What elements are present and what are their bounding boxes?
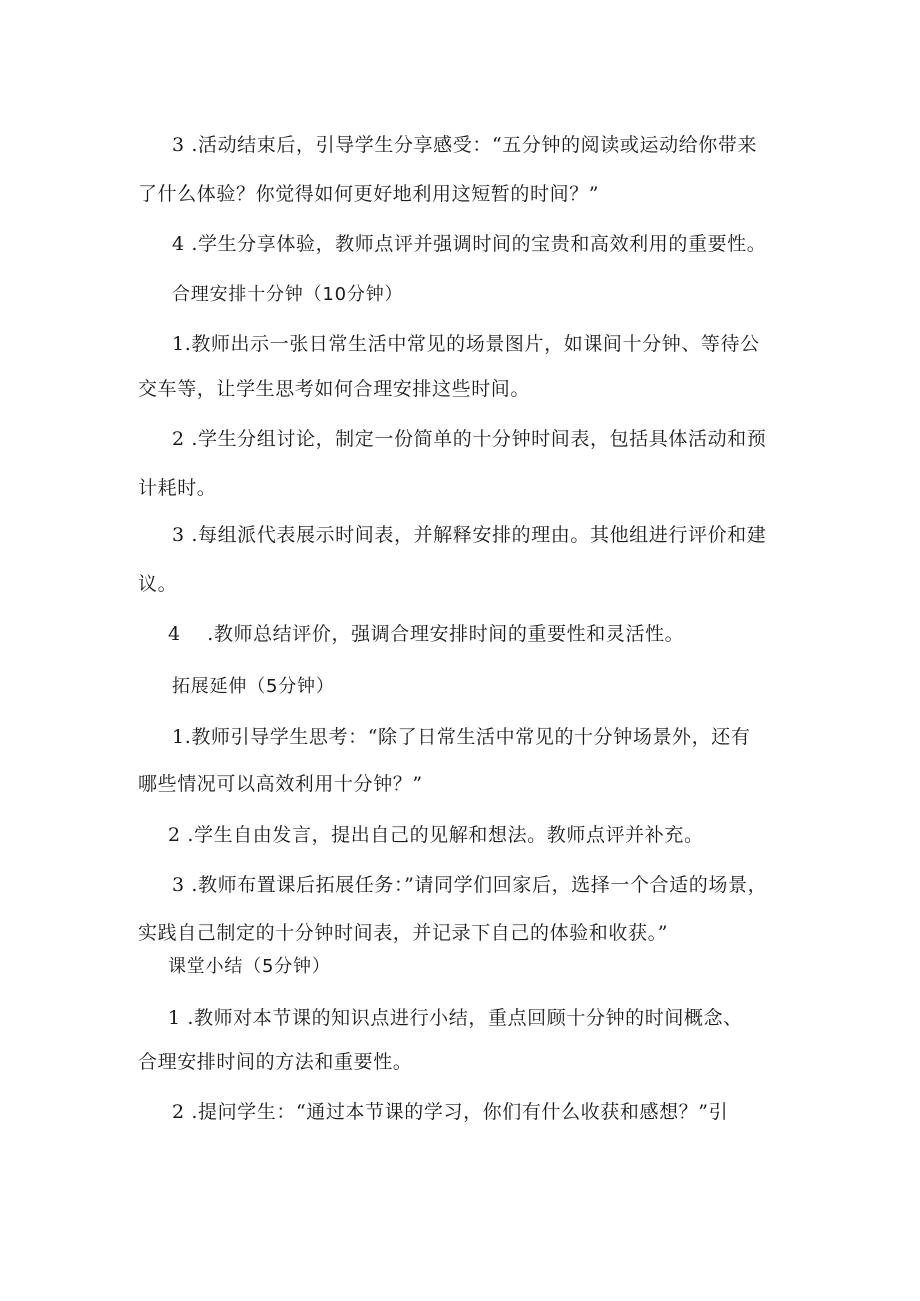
paragraph-line: 1 .教师对本节课的知识点进行小结，重点回顾十分钟的时间概念、 [168,1007,743,1029]
section-heading: 合理安排十分钟（10分钟） [172,284,404,305]
paragraph-line: 实践自己制定的十分钟时间表，并记录下自己的体验和收获。” [138,922,669,944]
paragraph-line: 计耗时。 [138,477,217,499]
paragraph-line: 3 .活动结束后，引导学生分享感受：“五分钟的阅读或运动给你带来 [172,134,758,156]
paragraph-line: 1.教师出示一张日常生活中常见的场景图片，如课间十分钟、等待公 [172,333,760,355]
paragraph-line: 1.教师引导学生思考：“除了日常生活中常见的十分钟场景外，还有 [172,726,751,748]
paragraph-line: 合理安排时间的方法和重要性。 [138,1051,413,1073]
paragraph-line: 了什么体验？你觉得如何更好地利用这短暂的时间？” [138,183,600,205]
paragraph-line: 3 .教师布置课后拓展任务：”请同学们回家后，选择一个合适的场景， [172,874,768,896]
paragraph-line: 2 .学生自由发言，提出自己的见解和想法。教师点评并补充。 [168,824,704,846]
paragraph-line: 议。 [138,573,178,595]
paragraph-line: 4 .教师总结评价，强调合理安排时间的重要性和灵活性。 [168,623,685,645]
section-heading: 课堂小结（5分钟） [168,956,331,977]
paragraph-line: 2 .提问学生：“通过本节课的学习，你们有什么收获和感想？”引 [172,1101,729,1123]
paragraph-line: 4 .学生分享体验，教师点评并强调时间的宝贵和高效利用的重要性。 [172,233,767,255]
paragraph-line: 哪些情况可以高效利用十分钟？” [138,773,423,795]
paragraph-line: 交车等，让学生思考如何合理安排这些时间。 [138,378,531,400]
paragraph-line: 2 .学生分组讨论，制定一份简单的十分钟时间表，包括具体活动和预 [172,428,767,450]
section-heading: 拓展延伸（5分钟） [172,676,335,697]
paragraph-line: 3 .每组派代表展示时间表，并解释安排的理由。其他组进行评价和建 [172,524,767,546]
